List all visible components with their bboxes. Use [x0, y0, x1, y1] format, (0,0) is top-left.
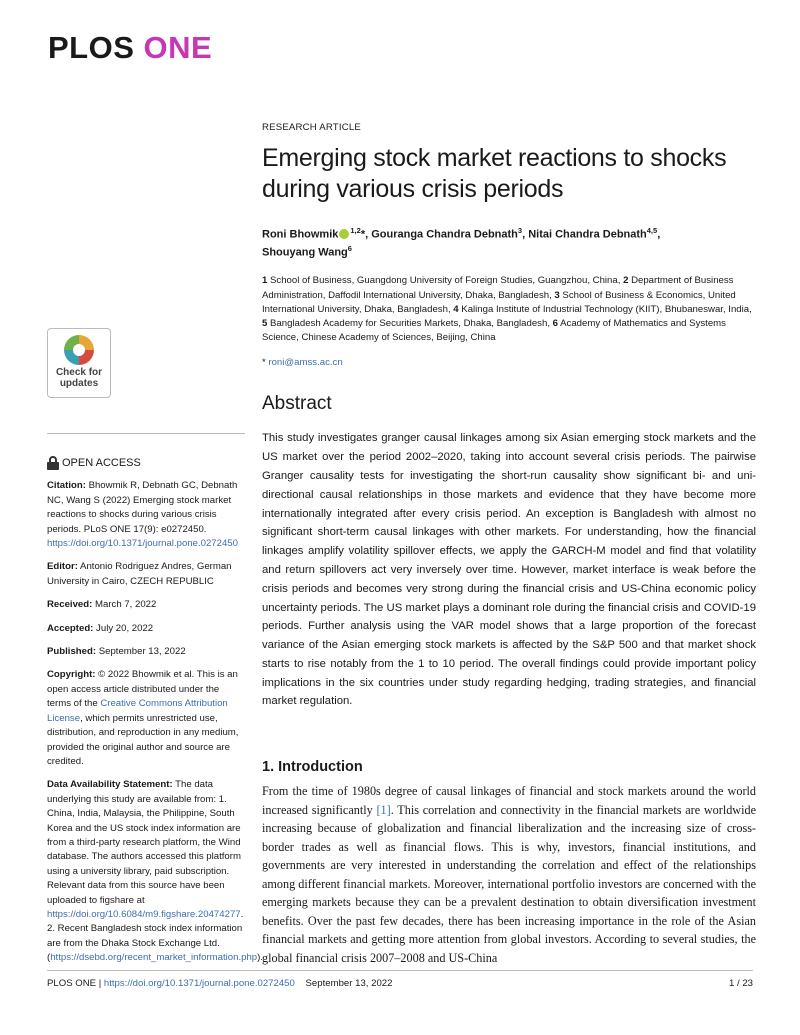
- received-label: Received:: [47, 599, 93, 611]
- footer-doi-link[interactable]: https://doi.org/10.1371/journal.pone.0272450: [103, 978, 295, 989]
- footer-date: September 13, 2022: [305, 978, 393, 989]
- data-availability-text-1: The data underlying this study are available from: 1. China, India, Malaysia, the Philippine, South Korea and the US stock index information are from a third-party research platform, the Wind database. The authors accessed this platform using a university library, paid subscription. Relevant data from this source have been uploaded to figshare at: [47, 779, 241, 906]
- article-title: Emerging stock market reactions to shocks during various crisis periods: [262, 144, 727, 203]
- open-lock-icon: [47, 456, 59, 470]
- corresponding-author: [262, 357, 754, 368]
- author-name[interactable]: Shouyang Wang: [262, 246, 348, 259]
- affil-text: Department of Business Administration, Daffodil International University, Dhaka, Bangladesh,: [262, 275, 734, 301]
- copyright-text-1: © 2022 Bhowmik et al. This is an open access article distributed under the terms of the: [47, 669, 238, 710]
- open-access-text: OPEN ACCESS: [62, 457, 141, 469]
- reference-link[interactable]: [1]: [376, 802, 391, 817]
- author-name[interactable]: , Gouranga Chandra Debnath: [365, 228, 518, 241]
- author-affil-sup: 1,2: [350, 226, 361, 235]
- corr-mark: *: [262, 357, 269, 369]
- published-date: [47, 645, 245, 659]
- editor-label: Editor:: [47, 561, 78, 573]
- journal-logo: [48, 30, 212, 66]
- check-updates-line2: updates: [59, 378, 99, 389]
- citation-doi-link[interactable]: https://doi.org/10.1371/journal.pone.0272450: [47, 538, 238, 550]
- license-link[interactable]: Creative Commons Attribution License: [47, 698, 228, 724]
- affil-number: 4: [453, 303, 459, 315]
- article-type: RESEARCH ARTICLE: [262, 122, 361, 133]
- editor: [47, 560, 245, 589]
- affil-text: School of Business, Guangdong University of Foreign Studies, Guangzhou, China,: [267, 275, 624, 287]
- affil-number: 5: [262, 317, 268, 329]
- author-name[interactable]: Roni Bhowmik: [262, 228, 339, 241]
- copyright-label: Copyright:: [47, 669, 96, 681]
- received-date: [47, 598, 245, 612]
- author-name[interactable]: , Nitai Chandra Debnath: [522, 228, 647, 241]
- check-updates-icon: [64, 335, 94, 365]
- figshare-link[interactable]: https://doi.org/10.6084/m9.figshare.20474277: [47, 908, 241, 920]
- author-list: [262, 224, 754, 259]
- data-availability: [47, 778, 263, 965]
- affil-text: Academy of Mathematics and Systems Science, Chinese Academy of Sciences, Beijing, China: [262, 317, 726, 344]
- intro-heading: 1. Introduction: [262, 759, 363, 776]
- published-text: September 13, 2022: [96, 646, 186, 658]
- page-footer: [47, 970, 753, 989]
- corresponding-mark: *: [360, 228, 366, 241]
- intro-text: [262, 782, 756, 967]
- accepted-label: Accepted:: [47, 622, 94, 634]
- data-availability-label: Data Availability Statement:: [47, 779, 173, 791]
- abstract-text: This study investigates granger causal linkages among six Asian emerging stock markets and the US market over the period 2002–2020, taking into account several crisis periods. The pairwise Granger causality tests for investigating the short-run causality show significant bi- and uni-directional causal relationships in those markets and evidence that they have become more internationally integrated after every crisis period. An exception is Bangladesh with almost no significant short-term causal linkages with other markets. For understanding, how the financial linkages amplify volatility spillover effects, we apply the GARCH-M model and find that volatility and return spillovers act very inversely over time. However, market interface is weak before the crisis periods and becomes very strong during the financial crisis and US-China economic policy uncertainty periods. The US market plays a dominant role during the financial crisis and COVID-19 periods. Further analysis using the VAR model shows that a large proportion of the forecast variance of the Asian emerging stock markets is affected by the S&P 500 and that market shock starts to rise notably from the 1 to 10 period. The overall findings could provide important policy implications in the six countries under study regarding hedging, trading strategies, and financial market regulation.: [262, 432, 756, 708]
- editor-text: Antonio Rodriguez Andres, German University in Cairo, CZECH REPUBLIC: [47, 561, 232, 587]
- author-affil-sup: 6: [347, 243, 352, 253]
- orcid-icon[interactable]: [339, 229, 349, 239]
- copyright: [47, 668, 245, 769]
- open-access-label: [47, 456, 245, 470]
- check-for-updates-badge[interactable]: [47, 328, 111, 398]
- page-number: 1 / 23: [728, 978, 753, 989]
- footer-journal: PLOS ONE |: [47, 978, 104, 989]
- accepted-date: [47, 622, 245, 636]
- affil-number: 1: [262, 275, 268, 287]
- author-affil-sup: 4,5: [646, 226, 658, 235]
- author-affil-sup: 3: [517, 226, 523, 235]
- published-label: Published:: [47, 646, 97, 658]
- article-sidebar: [47, 433, 263, 975]
- affil-number: 6: [552, 317, 558, 329]
- affil-text: Kalinga Institute of Industrial Technology (KIIT), Bhubaneswar, India,: [458, 303, 752, 315]
- dse-link[interactable]: https://dsebd.org/recent_market_information.php: [50, 952, 258, 964]
- affil-number: 2: [623, 275, 629, 287]
- footer-citation: [47, 978, 392, 989]
- affil-text: School of Business & Economics, United International University, Dhaka, Bangladesh,: [262, 289, 736, 315]
- citation-label: Citation:: [47, 480, 86, 492]
- article-main: [262, 122, 754, 967]
- affil-number: 3: [554, 289, 560, 301]
- corr-email-link[interactable]: roni@amss.ac.cn: [268, 357, 343, 369]
- logo-one: ONE: [143, 30, 213, 65]
- data-availability-text-3: ).: [257, 952, 263, 964]
- intro-text-2: . This correlation and connectivity in the financial markets are worldwide increasing because of globalization and financial liberalization and the increasing size of cross-border trades as well as financial flows. This is why, investors, financial institutions, and governments are very interested in understanding the correlation and effect of the relationships among different financial markets. Moreover, international portfolio investors are concerned with the emerging markets because they can be a prevalent destination to obtain diversification investment benefits. Over the past few decades, there has been increasing importance in the role of the Asian financial markets and getting more attention from global investors. According to several studies, the global financial crisis 2007–2008 and US-China: [262, 802, 756, 965]
- affiliations: [262, 274, 754, 345]
- copyright-text-2: , which permits unrestricted use, distribution, and reproduction in any medium, provided the original author and source are credited.: [47, 712, 239, 767]
- intro-text-1: From the time of 1980s degree of causal linkages of financial and stock markets around the world increased significantly: [262, 784, 756, 817]
- abstract-heading: Abstract: [262, 393, 332, 415]
- received-text: March 7, 2022: [92, 599, 157, 611]
- data-availability-text-2: . 2. Recent Bangladesh stock index information are from the Dhaka Stock Exchange Ltd. (: [47, 908, 244, 964]
- author-separator: ,: [657, 228, 661, 241]
- accepted-text: July 20, 2022: [93, 622, 154, 634]
- check-updates-line1: Check for: [55, 367, 103, 378]
- affil-text: Bangladesh Academy for Securities Markets, Dhaka, Bangladesh,: [267, 317, 553, 329]
- citation: [47, 479, 245, 551]
- logo-plos: PLOS: [48, 30, 135, 65]
- citation-text: Bhowmik R, Debnath GC, Debnath NC, Wang S (2022) Emerging stock market reactions to shocks during various crisis periods. PLoS ONE 17(9): e0272450.: [47, 480, 238, 535]
